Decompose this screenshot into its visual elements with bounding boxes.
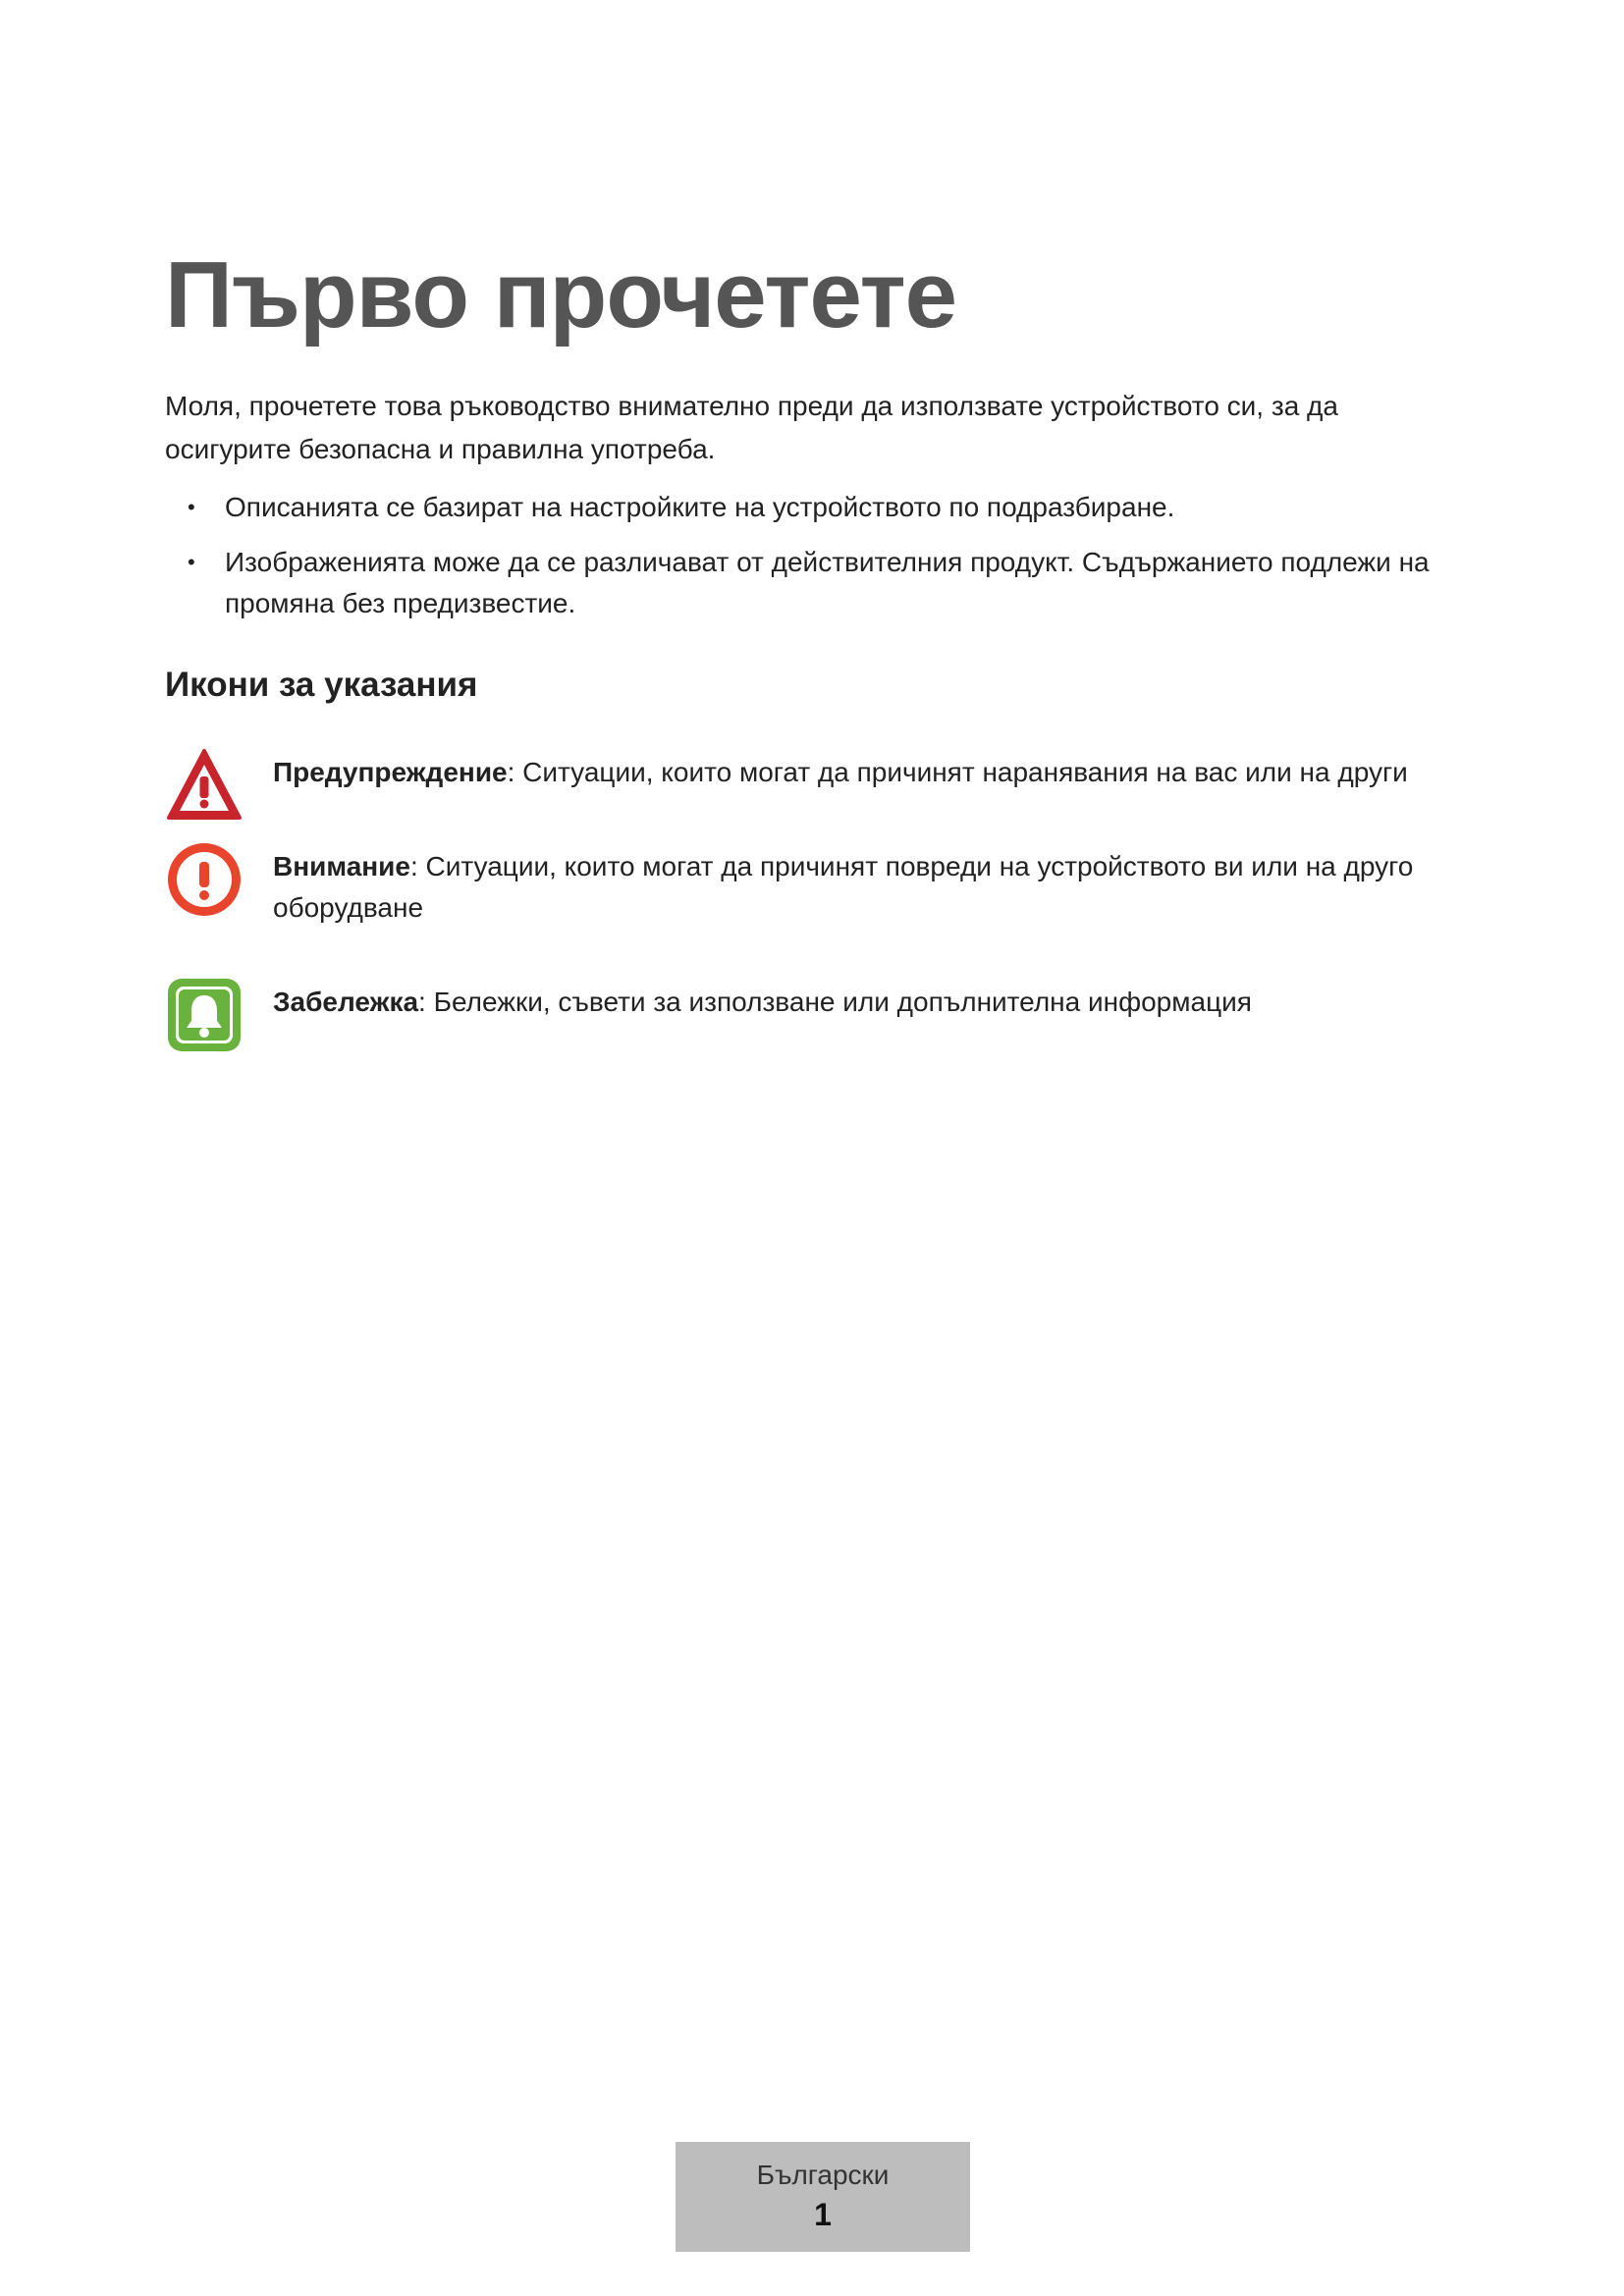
page-number: 1 — [814, 2197, 832, 2232]
bell-note-icon — [165, 976, 244, 1054]
caution-text — [273, 840, 1471, 929]
bullet-marker: • — [188, 495, 195, 519]
warning-notice — [165, 746, 1471, 825]
list-item — [165, 542, 1471, 624]
bullet-marker: • — [188, 550, 195, 574]
footer-language: Български — [756, 2160, 890, 2190]
caution-notice — [165, 840, 1471, 929]
caution-circle-icon — [165, 840, 244, 919]
bullet-list — [165, 487, 1471, 638]
list-item — [165, 487, 1471, 528]
note-text — [273, 976, 1471, 1023]
caution-description: : Ситуации, които могат да причинят повреди на устройството ви или на друго оборудване — [273, 851, 1414, 923]
bullet-text: Изображенията може да се различават от действителния продукт. Съдържанието подлежи на промяна без предизвестие. — [225, 547, 1430, 618]
warning-description: : Ситуации, които могат да причинят наранявания на вас или на други — [507, 757, 1408, 787]
page-title: Първо прочетете — [165, 242, 956, 347]
warning-label: Предупреждение — [273, 757, 508, 787]
warning-triangle-icon — [165, 746, 244, 825]
caution-label: Внимание — [273, 851, 410, 881]
section-heading: Икони за указания — [165, 666, 478, 704]
warning-text — [273, 746, 1471, 793]
bullet-text: Описанията се базират на настройките на устройството по подразбиране. — [225, 492, 1175, 522]
note-description: : Бележки, съвети за използване или допълнителна информация — [418, 987, 1252, 1017]
intro-paragraph: Моля, прочетете това ръководство внимателно преди да използвате устройството си, за да осигурите безопасна и правилна употреба. — [165, 391, 1338, 464]
footer-page-indicator — [676, 2142, 970, 2252]
note-notice — [165, 976, 1471, 1054]
note-label: Забележка — [273, 987, 419, 1017]
